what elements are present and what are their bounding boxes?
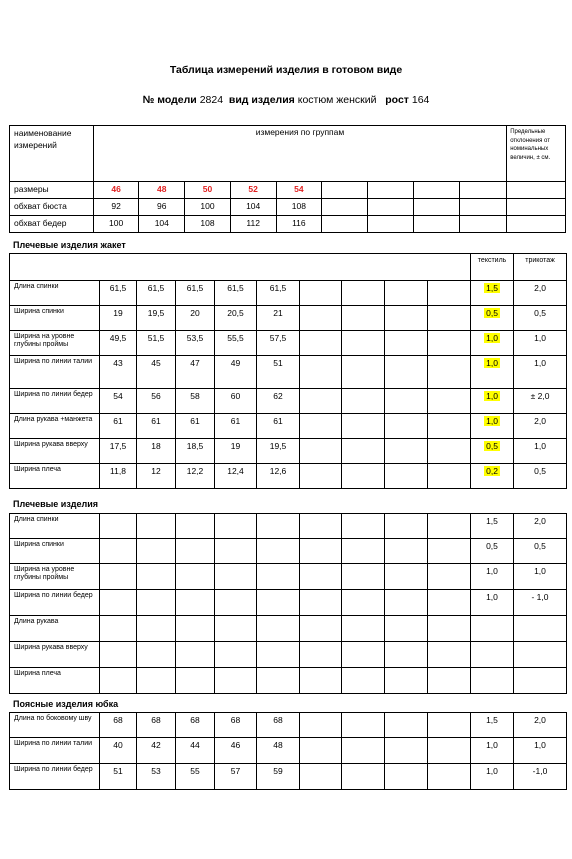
empty-cell [428,764,471,790]
empty-cell [460,199,507,216]
value-cell: 51,5 [137,331,176,356]
empty-cell [342,331,385,356]
value-cell: 61,5 [137,281,176,306]
empty-cell [342,738,385,764]
value-cell: 18,5 [176,439,215,464]
value-cell: 12,6 [257,464,300,489]
empty-cell [137,564,176,590]
empty-cell [322,182,368,199]
section-title-jacket: Плечевые изделия жакет [13,240,126,250]
empty-cell [300,738,342,764]
table-row [10,356,567,389]
empty-cell [342,356,385,389]
table-row [10,668,567,694]
empty-cell [507,216,566,233]
value-cell: 60 [215,389,257,414]
empty-cell [385,439,428,464]
empty-cell [385,464,428,489]
empty-cell [428,306,471,331]
empty-cell [342,564,385,590]
empty-cell [367,216,413,233]
empty-cell [385,389,428,414]
empty-cell [257,642,300,668]
empty-cell [215,590,257,616]
empty-cell [385,356,428,389]
empty-cell [100,642,137,668]
empty-cell [342,668,385,694]
row-label: Ширина рукава вверху [10,642,100,668]
value-cell: 21 [257,306,300,331]
empty-cell [176,590,215,616]
table-row [10,564,567,590]
textile-cell: 1,0 [471,564,514,590]
value-cell: 61,5 [176,281,215,306]
table-row [10,306,567,331]
textile-cell: 1,0 [471,764,514,790]
knit-cell [514,642,567,668]
value-cell: 61 [100,414,137,439]
value-cell: 55 [176,764,215,790]
empty-cell [137,514,176,539]
value-cell: 47 [176,356,215,389]
row-label: Длина рукава [10,616,100,642]
empty-cell [385,713,428,738]
row-label: Ширина плеча [10,668,100,694]
empty-cell [300,464,342,489]
value-cell: 19,5 [257,439,300,464]
empty-cell [428,464,471,489]
value-cell: 17,5 [100,439,137,464]
name-header: наименование измерений [10,126,94,182]
value-cell: 19,5 [137,306,176,331]
empty-cell [100,514,137,539]
highlighted-value: 1,5 [486,283,498,293]
empty-cell [413,199,460,216]
knit-cell: 2,0 [514,414,567,439]
empty-cell [100,616,137,642]
value-cell: 116 [276,216,322,233]
empty-cell [428,738,471,764]
textile-cell [471,439,514,464]
empty-cell [428,356,471,389]
empty-cell [322,199,368,216]
value-cell: 12,2 [176,464,215,489]
knit-cell [514,616,567,642]
textile-header: текстиль [471,254,514,281]
value-cell: 53 [137,764,176,790]
value-cell: 104 [139,216,185,233]
value-cell: 11,8 [100,464,137,489]
deviation-header: Предельные отклонения от номинальных величин, ± см. [507,126,566,182]
empty-cell [322,216,368,233]
empty-cell [300,306,342,331]
height-label: рост [385,94,409,106]
row-label: Ширина по линии бедер [10,764,100,790]
empty-cell [137,668,176,694]
empty-cell [428,616,471,642]
table-row [10,439,567,464]
empty-cell [257,514,300,539]
empty-cell [385,616,428,642]
empty-cell [215,642,257,668]
knit-cell: 1,0 [514,439,567,464]
value-cell: 20,5 [215,306,257,331]
empty-cell [342,642,385,668]
value-cell: 104 [230,199,276,216]
value-cell: 96 [139,199,185,216]
value-cell: 12 [137,464,176,489]
value-cell: 51 [100,764,137,790]
textile-cell [471,414,514,439]
table-row [10,764,567,790]
row-label: Ширина по линии бедер [10,590,100,616]
knit-cell: 1,0 [514,564,567,590]
type-value: костюм женский [297,94,377,106]
highlighted-value: 1,0 [486,333,498,343]
empty-cell [342,764,385,790]
table-row [10,738,567,764]
empty-cell [300,616,342,642]
textile-cell [471,668,514,694]
value-cell: 61,5 [100,281,137,306]
value-cell: 49 [215,356,257,389]
value-cell: 20 [176,306,215,331]
page-title: Таблица измерений изделия в готовом виде [169,64,403,76]
row-label: Ширина по линии талии [10,738,100,764]
value-cell: 59 [257,764,300,790]
empty-cell [385,281,428,306]
empty-cell [428,668,471,694]
value-cell: 68 [100,713,137,738]
knit-header: трикотаж [514,254,567,281]
row-label: Ширина по линии талии [10,356,100,389]
empty-cell [215,668,257,694]
empty-cell [507,182,566,199]
value-cell: 18 [137,439,176,464]
empty-cell [300,539,342,564]
empty-cell [100,539,137,564]
value-cell: 55,5 [215,331,257,356]
value-cell: 19 [100,306,137,331]
empty-cell [215,514,257,539]
value-cell: 61 [137,414,176,439]
textile-cell [471,356,514,389]
knit-cell [514,668,567,694]
empty-cell [342,539,385,564]
size-cell: 54 [276,182,322,199]
shoulder-table [9,513,567,694]
empty-cell [385,590,428,616]
row-label: Ширина спинки [10,306,100,331]
sizes-label: размеры [10,182,94,199]
value-cell: 112 [230,216,276,233]
empty-cell [300,281,342,306]
empty-cell [460,182,507,199]
value-cell: 108 [276,199,322,216]
empty-cell [413,182,460,199]
jacket-table [9,253,567,489]
type-label: вид изделия [228,94,295,106]
value-cell: 61 [215,414,257,439]
empty-cell [428,564,471,590]
table-row [10,616,567,642]
highlighted-value: 0,5 [486,308,498,318]
empty-cell [507,199,566,216]
value-cell: 61,5 [257,281,300,306]
value-cell: 68 [215,713,257,738]
table-row [10,642,567,668]
empty-cell [413,216,460,233]
empty-cell [342,713,385,738]
textile-cell [471,389,514,414]
row-label: Длина по боковому шву [10,713,100,738]
row-label: Ширина плеча [10,464,100,489]
row-label: Ширина спинки [10,539,100,564]
value-cell: 68 [257,713,300,738]
empty-cell [300,764,342,790]
empty-cell [385,331,428,356]
value-cell: 12,4 [215,464,257,489]
section-title-skirt: Поясные изделия юбка [13,699,119,709]
value-cell: 49,5 [100,331,137,356]
value-cell: 53,5 [176,331,215,356]
value-cell: 68 [137,713,176,738]
empty-cell [342,306,385,331]
value-cell: 46 [215,738,257,764]
row-label: Ширина на уровне глубины проймы [10,564,100,590]
empty-cell [428,439,471,464]
textile-cell: 1,5 [471,514,514,539]
value-cell: 61,5 [215,281,257,306]
table-row [10,281,567,306]
empty-cell [385,738,428,764]
knit-cell: 1,0 [514,331,567,356]
empty-cell [342,281,385,306]
empty-cell [385,514,428,539]
empty-cell [300,439,342,464]
value-cell: 48 [257,738,300,764]
textile-cell [471,464,514,489]
empty-cell [342,389,385,414]
value-cell: 100 [93,216,139,233]
empty-cell [342,590,385,616]
empty-cell [342,439,385,464]
section-title-shoulder: Плечевые изделия [13,499,99,509]
empty-cell [215,616,257,642]
value-cell: 51 [257,356,300,389]
table-row [10,216,566,233]
empty-cell [385,564,428,590]
empty-cell [137,539,176,564]
knit-cell: 2,0 [514,281,567,306]
empty-cell [385,668,428,694]
knit-cell: 0,5 [514,539,567,564]
value-cell: 61 [257,414,300,439]
value-cell: 56 [137,389,176,414]
model-value: 2824 [199,94,224,106]
row-label: Длина спинки [10,514,100,539]
model-label: № модели [142,94,197,106]
textile-cell [471,281,514,306]
skirt-table [9,712,567,790]
table-row [10,539,567,564]
table-row [10,389,567,414]
value-cell: 44 [176,738,215,764]
empty-cell [257,590,300,616]
table-row [10,331,567,356]
row-label: обхват бюста [10,199,94,216]
table-row [10,464,567,489]
empty-cell [342,616,385,642]
empty-cell [257,616,300,642]
knit-cell: -1,0 [514,764,567,790]
empty-cell [137,642,176,668]
highlighted-value: 0,5 [486,441,498,451]
knit-cell: 0,5 [514,306,567,331]
empty-cell [300,514,342,539]
table-row [10,713,567,738]
textile-cell [471,306,514,331]
value-cell: 54 [100,389,137,414]
empty-cell [342,414,385,439]
empty-cell [385,539,428,564]
textile-cell [471,331,514,356]
group-header: измерения по группам [93,126,506,182]
row-label: Ширина по линии бедер [10,389,100,414]
empty-cell [176,564,215,590]
empty-cell [137,590,176,616]
value-cell: 57,5 [257,331,300,356]
textile-cell [471,616,514,642]
empty-cell [367,199,413,216]
row-label: Длина спинки [10,281,100,306]
height-value: 164 [411,94,430,106]
value-cell: 43 [100,356,137,389]
textile-cell: 1,0 [471,738,514,764]
knit-cell: 2,0 [514,514,567,539]
empty-cell [428,281,471,306]
table-row [10,514,567,539]
empty-cell [428,331,471,356]
row-label: обхват бедер [10,216,94,233]
empty-cell [176,616,215,642]
knit-cell: 0,5 [514,464,567,489]
textile-cell [471,642,514,668]
empty-cell [300,414,342,439]
value-cell: 61 [176,414,215,439]
empty-cell [176,642,215,668]
model-info [0,94,572,106]
knit-cell: 2,0 [514,713,567,738]
size-cell: 52 [230,182,276,199]
value-cell: 45 [137,356,176,389]
empty-cell [342,514,385,539]
table-row [10,199,566,216]
empty-cell [300,331,342,356]
empty-cell [428,389,471,414]
empty-cell [367,182,413,199]
size-cell: 48 [139,182,185,199]
row-label: Ширина рукава вверху [10,439,100,464]
empty-cell [385,764,428,790]
empty-cell [300,564,342,590]
empty-cell [428,539,471,564]
value-cell: 62 [257,389,300,414]
table-row [10,590,567,616]
empty-cell [385,306,428,331]
empty-cell [300,713,342,738]
highlighted-value: 0,2 [486,466,498,476]
value-cell: 57 [215,764,257,790]
value-cell: 19 [215,439,257,464]
empty-cell [215,539,257,564]
highlighted-value: 1,0 [486,391,498,401]
empty-cell [428,713,471,738]
empty-cell [428,590,471,616]
value-cell: 40 [100,738,137,764]
empty-cell [100,564,137,590]
empty-cell [300,356,342,389]
empty-cell [257,564,300,590]
knit-cell: 1,0 [514,356,567,389]
empty-cell [100,668,137,694]
row-label: Ширина на уровне глубины проймы [10,331,100,356]
empty-cell [100,590,137,616]
empty-cell [300,668,342,694]
value-cell: 100 [185,199,231,216]
value-cell: 92 [93,199,139,216]
empty-cell [215,564,257,590]
highlighted-value: 1,0 [486,416,498,426]
knit-cell: - 1,0 [514,590,567,616]
empty-cell [10,254,471,281]
empty-cell [428,414,471,439]
size-cell: 46 [93,182,139,199]
empty-cell [300,590,342,616]
knit-cell: ± 2,0 [514,389,567,414]
empty-cell [460,216,507,233]
empty-cell [385,414,428,439]
empty-cell [137,616,176,642]
textile-cell: 1,0 [471,590,514,616]
empty-cell [176,514,215,539]
empty-cell [385,642,428,668]
empty-cell [428,514,471,539]
size-cell: 50 [185,182,231,199]
empty-cell [428,642,471,668]
row-label: Длина рукава +манжета [10,414,100,439]
empty-cell [300,389,342,414]
empty-cell [257,668,300,694]
empty-cell [300,642,342,668]
value-cell: 58 [176,389,215,414]
header-table [9,125,566,233]
textile-cell: 1,5 [471,713,514,738]
empty-cell [257,539,300,564]
highlighted-value: 1,0 [486,358,498,368]
knit-cell: 1,0 [514,738,567,764]
value-cell: 108 [185,216,231,233]
empty-cell [176,668,215,694]
value-cell: 42 [137,738,176,764]
textile-cell: 0,5 [471,539,514,564]
empty-cell [342,464,385,489]
empty-cell [176,539,215,564]
value-cell: 68 [176,713,215,738]
table-row [10,414,567,439]
